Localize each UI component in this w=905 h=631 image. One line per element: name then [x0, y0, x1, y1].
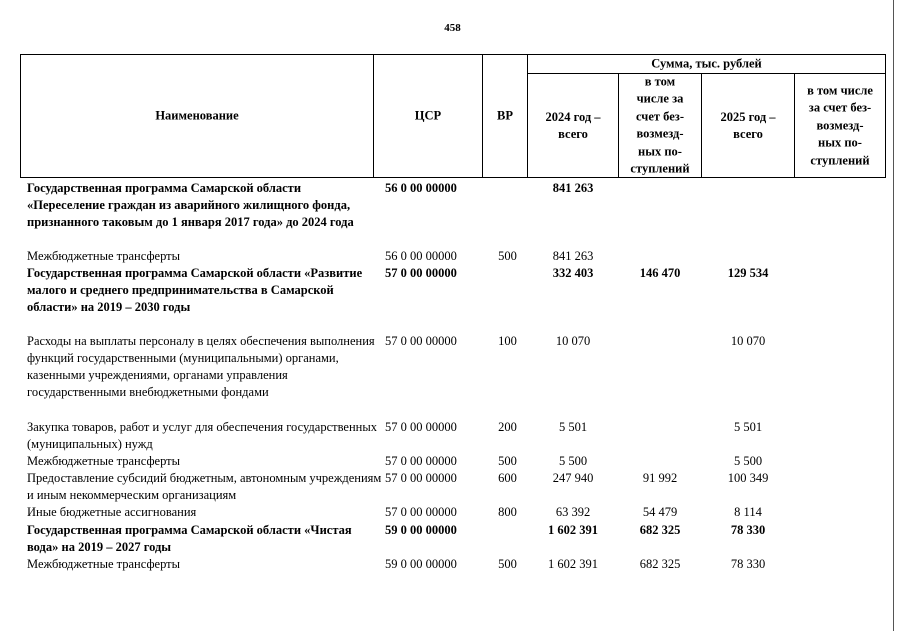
row-2025-total: 100 349: [727, 471, 769, 485]
row-vr: 500: [498, 557, 517, 571]
row-2024-total: 332 403: [552, 266, 594, 280]
row-2024-free: 146 470: [639, 266, 681, 280]
row-name: Закупка товаров, работ и услуг для обеспечения государственных (муниципальных) нужд: [27, 420, 378, 451]
page-number: 458: [444, 22, 461, 34]
header-name: Наименование: [155, 108, 239, 123]
row-2025-total: 78 330: [730, 557, 766, 571]
row-csr: 57 0 00 00000: [385, 505, 457, 519]
row-csr: 57 0 00 00000: [385, 266, 457, 280]
row-2024-free: 682 325: [639, 523, 681, 537]
header-2025-free-cell: [794, 73, 886, 178]
row-2024-total: 841 263: [552, 249, 594, 263]
row-2025-total: 8 114: [734, 505, 762, 519]
row-2024-total: 247 940: [552, 471, 594, 485]
row-vr: 600: [498, 471, 517, 485]
row-csr: 57 0 00 00000: [385, 471, 457, 485]
row-2024-total: 5 500: [558, 454, 588, 468]
header-2024-total-cell: [527, 73, 619, 178]
header-csr: ЦСР: [414, 108, 442, 123]
row-2024-total: 10 070: [555, 334, 591, 348]
header-2024-total: 2024 год – всего: [545, 109, 601, 141]
row-vr: 500: [498, 249, 517, 263]
row-2025-total: 78 330: [730, 523, 766, 537]
header-2025-free: в том числе за счет без-возмезд-ных по-ступлений: [807, 82, 873, 167]
row-csr: 57 0 00 00000: [385, 454, 457, 468]
header-2024-free: в том числе за счет без-возмезд-ных по-ступлений: [630, 74, 690, 176]
row-name: Предоставление субсидий бюджетным, автономным учреждениям и иным некоммерческим организациям: [27, 471, 382, 502]
header-sum-cell: [527, 54, 886, 74]
header-csr-cell: [373, 54, 483, 178]
row-name: Межбюджетные трансферты: [27, 454, 181, 468]
row-csr: 57 0 00 00000: [385, 420, 457, 434]
row-name: Межбюджетные трансферты: [27, 249, 181, 263]
header-2025-total-cell: [701, 73, 795, 178]
row-2025-total: 10 070: [730, 334, 766, 348]
header-2025-total: 2025 год – всего: [720, 109, 776, 141]
row-name: Государственная программа Самарской области «Переселение граждан из аварийного жилищного фонда, признанного таковым до 1 января 2017 года» до 2024 года: [27, 181, 354, 229]
row-2024-total: 1 602 391: [548, 557, 598, 571]
row-2024-free: 91 992: [642, 471, 678, 485]
row-csr: 59 0 00 00000: [385, 557, 457, 571]
row-2024-total: 1 602 391: [548, 523, 598, 537]
row-2024-free: 54 479: [642, 505, 678, 519]
row-2025-total: 129 534: [727, 266, 769, 280]
header-vr: ВР: [497, 108, 513, 123]
row-name: Государственная программа Самарской области «Развитие малого и среднего предпринимательства в Самарской области» на 2019 – 2030 годы: [27, 266, 363, 314]
row-csr: 56 0 00 00000: [385, 181, 457, 195]
row-2025-total: 5 501: [733, 420, 763, 434]
row-2024-free: 682 325: [639, 557, 681, 571]
row-vr: 200: [498, 420, 517, 434]
row-2024-total: 841 263: [552, 181, 594, 195]
header-name-cell: [20, 54, 374, 178]
header-vr-cell: [482, 54, 528, 178]
row-vr: 500: [498, 454, 517, 468]
row-csr: 57 0 00 00000: [385, 334, 457, 348]
row-vr: 100: [498, 334, 517, 348]
row-name: Межбюджетные трансферты: [27, 557, 181, 571]
row-2024-total: 63 392: [555, 505, 591, 519]
row-csr: 59 0 00 00000: [385, 523, 457, 537]
row-name: Государственная программа Самарской области «Чистая вода» на 2019 – 2027 годы: [27, 523, 352, 554]
row-name: Иные бюджетные ассигнования: [27, 505, 197, 519]
row-vr: 800: [498, 505, 517, 519]
row-name: Расходы на выплаты персоналу в целях обеспечения выполнения функций государственными (муниципальными) органами, казенными учреждениями, органами управления государственными внебюджетными фондами: [27, 334, 375, 399]
row-2025-total: 5 500: [733, 454, 763, 468]
header-2024-free-cell: [618, 73, 702, 178]
row-2024-total: 5 501: [558, 420, 588, 434]
header-sum-title: Сумма, тыс. рублей: [651, 56, 762, 71]
scan-edge-line: [893, 0, 894, 631]
row-csr: 56 0 00 00000: [385, 249, 457, 263]
